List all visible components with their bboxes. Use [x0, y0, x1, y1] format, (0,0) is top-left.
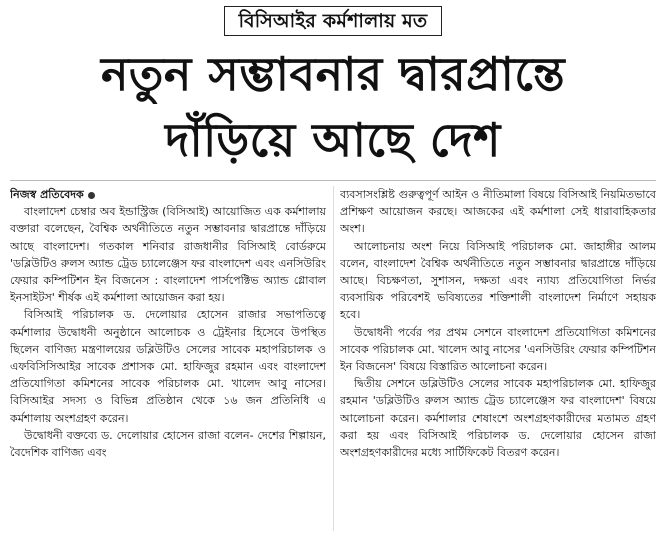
right-column	[340, 186, 656, 531]
left-column	[10, 186, 326, 531]
byline	[10, 186, 326, 203]
kicker: বিসিআইর কর্মশালায় মত	[224, 6, 443, 36]
headline-divider	[10, 180, 656, 181]
paragraph: উদ্বোধনী পর্বের পর প্রথম সেশনে বাংলাদেশ প্রতিযোগিতা কমিশনের সাবেক পরিচালক মো. খালেদ আবু নাসের 'এনসিউরিং ফেয়ার কম্পিটিশন ইন বিজনেস' বিষয়ে বিস্তারিত আলোচনা করেন।	[340, 325, 656, 374]
paragraph: ব্যবসাসংশ্লিষ্ট গুরুত্বপূর্ণ আইন ও নীতিমালা বিষয়ে বিসিআই নিয়মিতভাবে প্রশিক্ষণ আয়োজন করছে। আজকের এই কর্মশালা সেই ধারাবাহিকতার অংশ।	[340, 188, 656, 236]
headline-line-2: দাঁড়িয়ে আছে দেশ	[165, 113, 501, 167]
kicker-container	[0, 6, 666, 36]
paragraph: বাংলাদেশ চেম্বার অব ইন্ডাস্ট্রিজ (বিসিআই) আয়োজিত এক কর্মশালায় বক্তারা বলেছেন, বৈশ্বিক অর্থনীতিতে নতুন সম্ভাবনার দ্বারপ্রান্তে দাঁড়িয়ে আছে বাংলাদেশ। গতকাল শনিবার রাজধানীর বিসিআই বোর্ডরুমে 'ডব্লিউটিও রুলস অ্যান্ড ট্রেড চ্যালেঞ্জেস ফর বাংলাদেশ এবং এনসিউরিং ফেয়ার কম্পিটিশন ইন বিজনেস : বাংলাদেশ পার্সপেক্টিভ অ্যান্ড গ্লোবাল ইনসাইটস' শীর্ষক এই কর্মশালা আয়োজন করা হয়।	[10, 205, 326, 305]
paragraph: আলোচনায় অংশ নিয়ে বিসিআই পরিচালক মো. জাহাঙ্গীর আলম বলেন, বাংলাদেশ বৈশ্বিক অর্থনীতিতে নতুন সম্ভাবনার দ্বারপ্রান্তে দাঁড়িয়ে আছে। বিচক্ষণতা, সুশাসন, দক্ষতা এবং ন্যায্য প্রতিযোগিতা নির্ভর ব্যবসায়িক পরিবেশই ভবিষ্যতের শক্তিশালী বাংলাদেশ নির্মাণে সহায়ক হবে।	[340, 239, 656, 322]
headline-line-1: নতুন সম্ভাবনার দ্বারপ্রান্তে	[100, 47, 566, 101]
article-body	[10, 186, 656, 531]
byline-text: নিজস্ব প্রতিবেদক	[10, 188, 84, 201]
column-divider	[333, 186, 334, 531]
paragraph: বিসিআই পরিচালক ড. দেলোয়ার হোসেন রাজার সভাপতিত্বে কর্মশালার উদ্বোধনী অনুষ্ঠানে আলোচক ও ট্রেইনার হিসেবে উপস্থিত ছিলেন বাণিজ্য মন্ত্রণালয়ের ডব্লিউটিও সেলের সাবেক মহাপরিচালক ও এফবিসিসিআইর সাবেক প্রশাসক মো. হাফিজুর রহমান এবং বাংলাদেশ প্রতিযোগিতা কমিশনের সাবেক পরিচালক মো. খালেদ আবু নাসের। বিসিআইর সদস্য ও বিভিন্ন প্রতিষ্ঠান থেকে ১৬ জন প্রতিনিধি এ কর্মশালায় অংশগ্রহণ করেন।	[10, 308, 326, 425]
paragraph: দ্বিতীয় সেশনে ডব্লিউটিও সেলের সাবেক মহাপরিচালক মো. হাফিজুর রহমান 'ডব্লিউটিও রুলস অ্যান্ড ট্রেড চ্যালেঞ্জেস ফর বাংলাদেশ' বিষয়ে আলোচনা করেন। কর্মশালার শেষাংশে অংশগ্রহণকারীদের মতামত গ্রহণ করা হয় এবং বিসিআই পরিচালক ড. দেলোয়ার হোসেন রাজা অংশগ্রহণকারীদের মধ্যে সার্টিফিকেট বিতরণ করেন।	[340, 377, 656, 460]
paragraph: উদ্বোধনী বক্তব্যে ড. দেলোয়ার হোসেন রাজা বলেন- দেশের শিল্পায়ন, বৈদেশিক বাণিজ্য এবং	[10, 428, 326, 460]
bullet-icon	[88, 192, 95, 199]
